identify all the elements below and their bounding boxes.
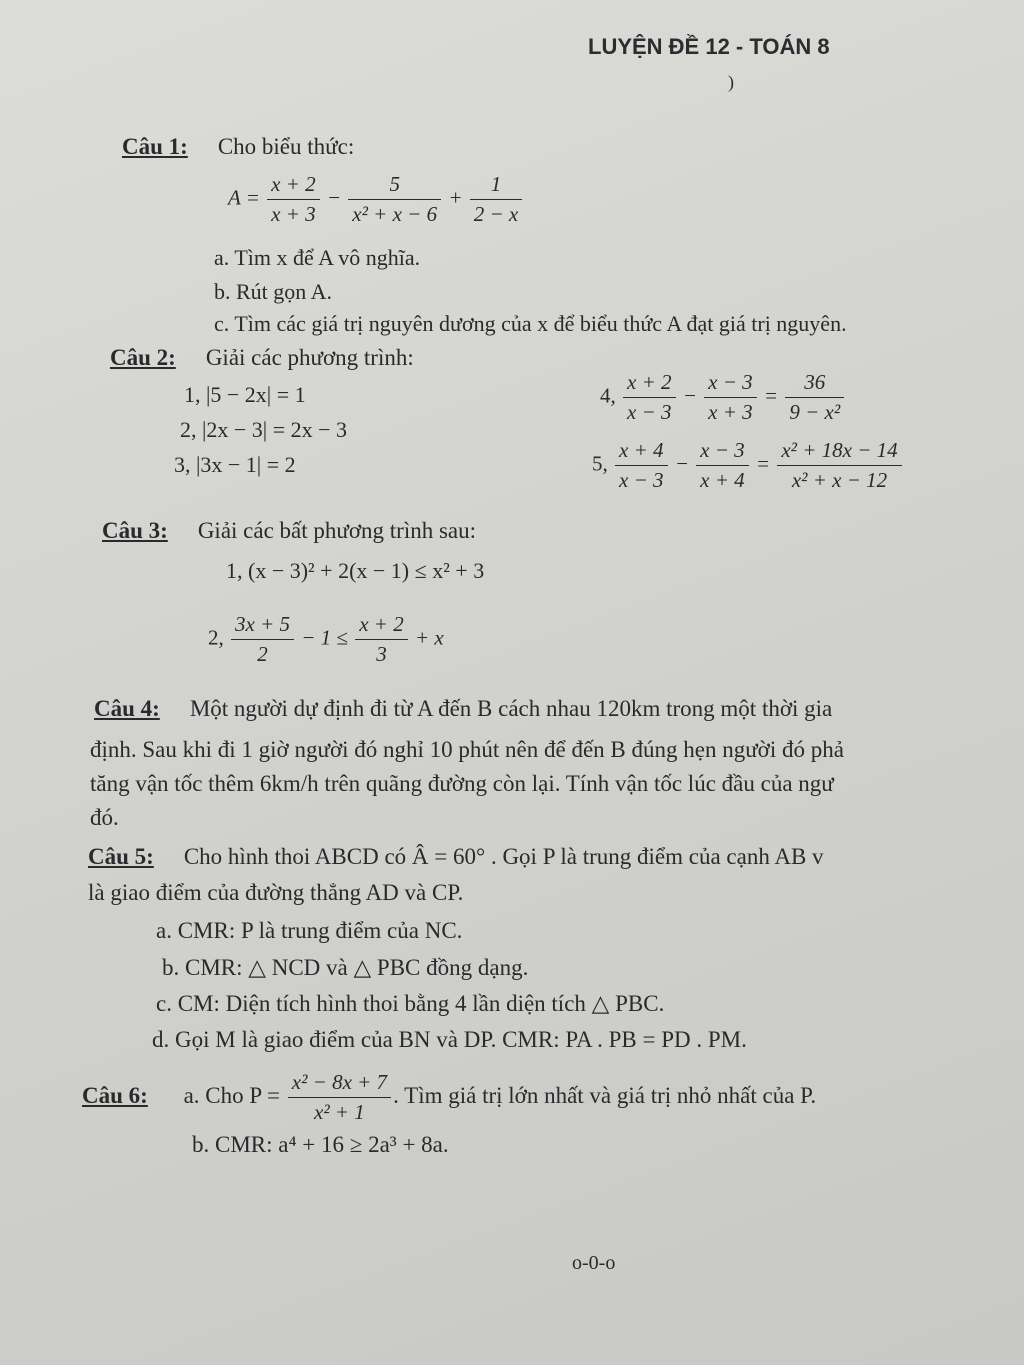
expression-lhs: A = — [228, 185, 260, 210]
fraction: $\frac{x + 4}{x - 3}$ — [615, 438, 668, 493]
question-4-line-4: đó. — [90, 805, 119, 830]
equation-number: 4, — [600, 383, 616, 408]
operator: = — [763, 383, 779, 408]
question-5-line-1 — [88, 844, 824, 870]
fraction: $\frac{36}{\text{9 − x²}}$ — [785, 370, 844, 425]
equation-number: 5, — [592, 451, 608, 476]
pen-mark: ) — [728, 72, 734, 92]
fraction: $\frac{x + 2}{x + 3}$ — [267, 172, 320, 227]
question-6-part-a — [82, 1070, 816, 1125]
question-1-part-a: a. Tìm x để A vô nghĩa. — [214, 245, 421, 270]
question-2-heading — [110, 345, 414, 371]
question-6-a-prefix: a. Cho P = — [183, 1082, 281, 1108]
equation-2: 2, |2x − 3| = 2x − 3 — [180, 417, 348, 442]
operator: = — [755, 451, 771, 476]
question-1-intro: Cho biểu thức: — [217, 134, 355, 159]
fraction: $\frac{1}{2 - x}$ — [470, 172, 523, 227]
question-3-heading — [102, 518, 476, 544]
inequality-2 — [208, 612, 444, 667]
inequality-number: 2, — [208, 625, 224, 650]
fraction: $\frac{\text{x² + 18x − 14}}{\text{x² + x − 12}}$ — [777, 438, 901, 493]
fraction: $\frac{x + 2}{3}$ — [355, 612, 408, 667]
operator: − — [326, 185, 342, 210]
question-5-part-c: c. CM: Diện tích hình thoi bằng 4 lần diện tích △ PBC. — [156, 991, 665, 1016]
inequality-1: 1, (x − 3)² + 2(x − 1) ≤ x² + 3 — [226, 558, 485, 583]
fraction: $\frac{x - 3}{x + 3}$ — [704, 370, 757, 425]
operator: − 1 ≤ — [301, 625, 348, 650]
question-5-line-2: là giao điểm của đường thẳng AD và CP. — [88, 880, 464, 905]
operator: − — [674, 451, 689, 476]
question-6-a-text: . Tìm giá trị lớn nhất và giá trị nhỏ nhất của P. — [393, 1082, 817, 1108]
question-4-line-2: định. Sau khi đi 1 giờ người đó nghỉ 10 phút nên để đến B đúng hẹn người đó phả — [90, 737, 844, 762]
question-3-intro: Giải các bất phương trình sau: — [197, 518, 477, 543]
question-1-part-c: c. Tìm các giá trị nguyên dương của x để biểu thức A đạt giá trị nguyên. — [214, 311, 847, 336]
operator: − — [682, 383, 697, 408]
question-6-label: Câu 6: — [82, 1082, 148, 1108]
question-1-heading — [122, 134, 354, 160]
question-2-label: Câu 2: — [110, 345, 176, 370]
fraction: $\frac{5}{\text{x² + x − 6}}$ — [348, 172, 441, 227]
equation-4 — [600, 370, 846, 425]
fraction: $\frac{x + 2}{x - 3}$ — [623, 370, 676, 425]
page-title: LUYỆN ĐỀ 12 - TOÁN 8 — [588, 34, 830, 59]
question-5-part-d: d. Gọi M là giao điểm của BN và DP. CMR: PA . PB = PD . PM. — [152, 1027, 747, 1052]
expression-a — [228, 172, 524, 227]
fraction: $\frac{3x + 5}{2}$ — [231, 612, 294, 667]
question-2-intro: Giải các phương trình: — [205, 345, 414, 370]
question-5-part-a: a. CMR: P là trung điểm của NC. — [156, 918, 463, 943]
operator: + — [448, 185, 463, 210]
question-5-text: Cho hình thoi ABCD có Â = 60° . Gọi P là trung điểm của cạnh AB v — [183, 844, 824, 869]
question-4-text: Một người dự định đi từ A đến B cách nhau 120km trong một thời gia — [189, 696, 833, 721]
question-4-label: Câu 4: — [94, 696, 160, 721]
equation-3: 3, |3x − 1| = 2 — [174, 452, 296, 477]
fraction: $\frac{x - 3}{x + 4}$ — [696, 438, 749, 493]
question-1-part-b: b. Rút gọn A. — [214, 279, 332, 304]
end-mark: o-0-o — [572, 1252, 616, 1274]
question-5-part-b: b. CMR: △ NCD và △ PBC đồng dạng. — [162, 955, 529, 980]
question-3-label: Câu 3: — [102, 518, 168, 543]
question-4-line-1 — [94, 696, 832, 722]
fraction: $\frac{\text{x² − 8x + 7}}{\text{x² + 1}}$ — [288, 1070, 391, 1125]
question-4-line-3: tăng vận tốc thêm 6km/h trên quãng đường còn lại. Tính vận tốc lúc đầu của ngư — [90, 771, 834, 796]
question-5-label: Câu 5: — [88, 844, 154, 869]
equation-5 — [592, 438, 904, 493]
question-1-label: Câu 1: — [122, 134, 188, 159]
operator: + x — [414, 625, 444, 650]
question-6-part-b: b. CMR: a⁴ + 16 ≥ 2a³ + 8a. — [192, 1132, 449, 1157]
equation-1: 1, |5 − 2x| = 1 — [184, 382, 306, 407]
